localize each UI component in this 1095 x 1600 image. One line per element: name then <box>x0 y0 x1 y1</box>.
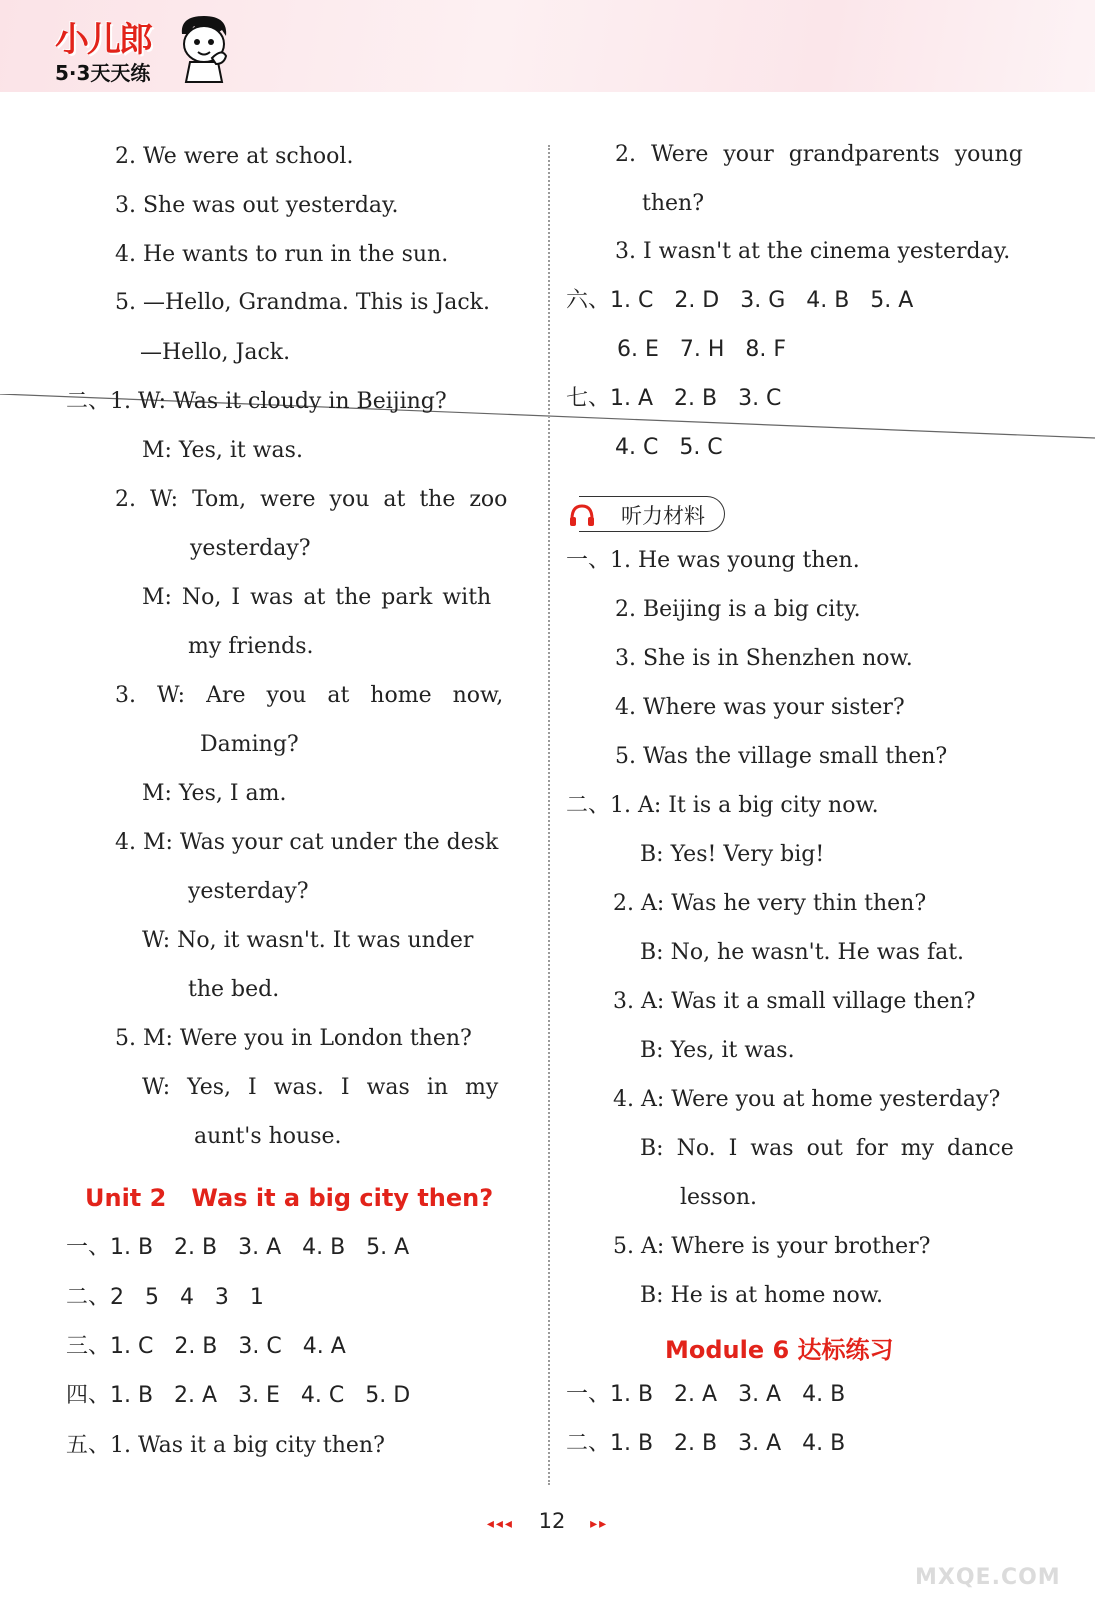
listening-line: 3. She is in Shenzhen now. <box>615 646 913 671</box>
listening-material-tab <box>579 496 725 532</box>
left-line: 二、1. W: Was it cloudy in Beijing? <box>66 389 447 414</box>
answer-line: 一、1. B 2. B 3. A 4. B 5. A <box>66 1235 410 1260</box>
left-line: —Hello, Jack. <box>140 340 291 365</box>
answer-line: 三、1. C 2. B 3. C 4. A <box>66 1334 346 1359</box>
left-line: 3. She was out yesterday. <box>115 193 399 218</box>
right-line: 4. C 5. C <box>615 435 723 460</box>
header-band <box>0 0 1095 92</box>
left-line: W: Yes, I was. I was in my <box>142 1075 499 1100</box>
module-title: Module 6 达标练习 <box>665 1336 894 1364</box>
left-line: 5. —Hello, Grandma. This is Jack. <box>115 290 490 315</box>
page-number: 12 <box>538 1509 566 1533</box>
listening-line: B: Yes, it was. <box>640 1038 795 1063</box>
logo-main-text: 小儿郎 <box>55 20 151 60</box>
left-line: 2. W: Tom, were you at the zoo <box>115 487 508 512</box>
left-line: the bed. <box>188 977 280 1002</box>
mascot-icon <box>172 12 236 84</box>
left-line: 4. M: Was your cat under the desk <box>115 830 499 855</box>
left-line: W: No, it wasn't. It was under <box>142 928 474 953</box>
brand-logo <box>55 12 151 86</box>
left-line: Daming? <box>200 732 299 757</box>
next-arrows-icon: ▸▸ <box>590 1516 609 1532</box>
right-line: 6. E 7. H 8. F <box>617 337 787 362</box>
left-line: M: Yes, it was. <box>142 438 303 463</box>
left-line: M: No, I was at the park with <box>142 585 492 610</box>
module-answer-line: 二、1. B 2. B 3. A 4. B <box>566 1431 846 1456</box>
watermark <box>915 1515 1085 1590</box>
right-line: 3. I wasn't at the cinema yesterday. <box>615 239 1011 264</box>
left-line: my friends. <box>188 634 314 659</box>
listening-line: B: Yes! Very big! <box>640 842 825 867</box>
left-line: 4. He wants to run in the sun. <box>115 242 449 267</box>
listening-line: 4. A: Were you at home yesterday? <box>613 1087 1001 1112</box>
left-line: 5. M: Were you in London then? <box>115 1026 472 1051</box>
answer-line: 四、1. B 2. A 3. E 4. C 5. D <box>66 1383 411 1408</box>
listening-line: B: He is at home now. <box>640 1283 883 1308</box>
column-divider <box>548 145 550 1485</box>
listening-line: 二、1. A: It is a big city now. <box>566 793 879 818</box>
watermark-text: MXQE.COM <box>915 1565 1061 1590</box>
left-line: 2. We were at school. <box>115 144 354 169</box>
listening-line: 2. Beijing is a big city. <box>615 597 861 622</box>
listening-line: lesson. <box>680 1185 758 1210</box>
listening-line: 3. A: Was it a small village then? <box>613 989 976 1014</box>
listening-tab-label: 听力材料 <box>621 504 705 528</box>
left-line: M: Yes, I am. <box>142 781 287 806</box>
headphones-icon <box>569 503 595 527</box>
left-line: yesterday? <box>190 536 311 561</box>
answer-line: 二、2 5 4 3 1 <box>66 1285 264 1310</box>
listening-line: 4. Where was your sister? <box>615 695 905 720</box>
listening-line: 5. Was the village small then? <box>615 744 948 769</box>
listening-line: 一、1. He was young then. <box>566 548 860 573</box>
prev-arrows-icon: ◂◂◂ <box>486 1516 514 1532</box>
left-line: yesterday? <box>188 879 309 904</box>
answer-line: 五、1. Was it a big city then? <box>66 1433 385 1458</box>
listening-line: B: No, he wasn't. He was fat. <box>640 940 965 965</box>
module-answer-line: 一、1. B 2. A 3. A 4. B <box>566 1382 846 1407</box>
logo-sub-text: 5·3天天练 <box>55 61 151 85</box>
left-line: aunt's house. <box>194 1124 342 1149</box>
listening-line: 5. A: Where is your brother? <box>613 1234 931 1259</box>
unit-title: Unit 2 Was it a big city then? <box>85 1184 494 1212</box>
right-line: 七、1. A 2. B 3. C <box>566 386 782 411</box>
left-line: 3. W: Are you at home now, <box>115 683 504 708</box>
right-line: 2. Were your grandparents young <box>615 142 1023 167</box>
listening-line: 2. A: Was he very thin then? <box>613 891 927 916</box>
right-line: 六、1. C 2. D 3. G 4. B 5. A <box>566 288 914 313</box>
right-line: then? <box>642 191 704 216</box>
listening-line: B: No. I was out for my dance <box>640 1136 1014 1161</box>
